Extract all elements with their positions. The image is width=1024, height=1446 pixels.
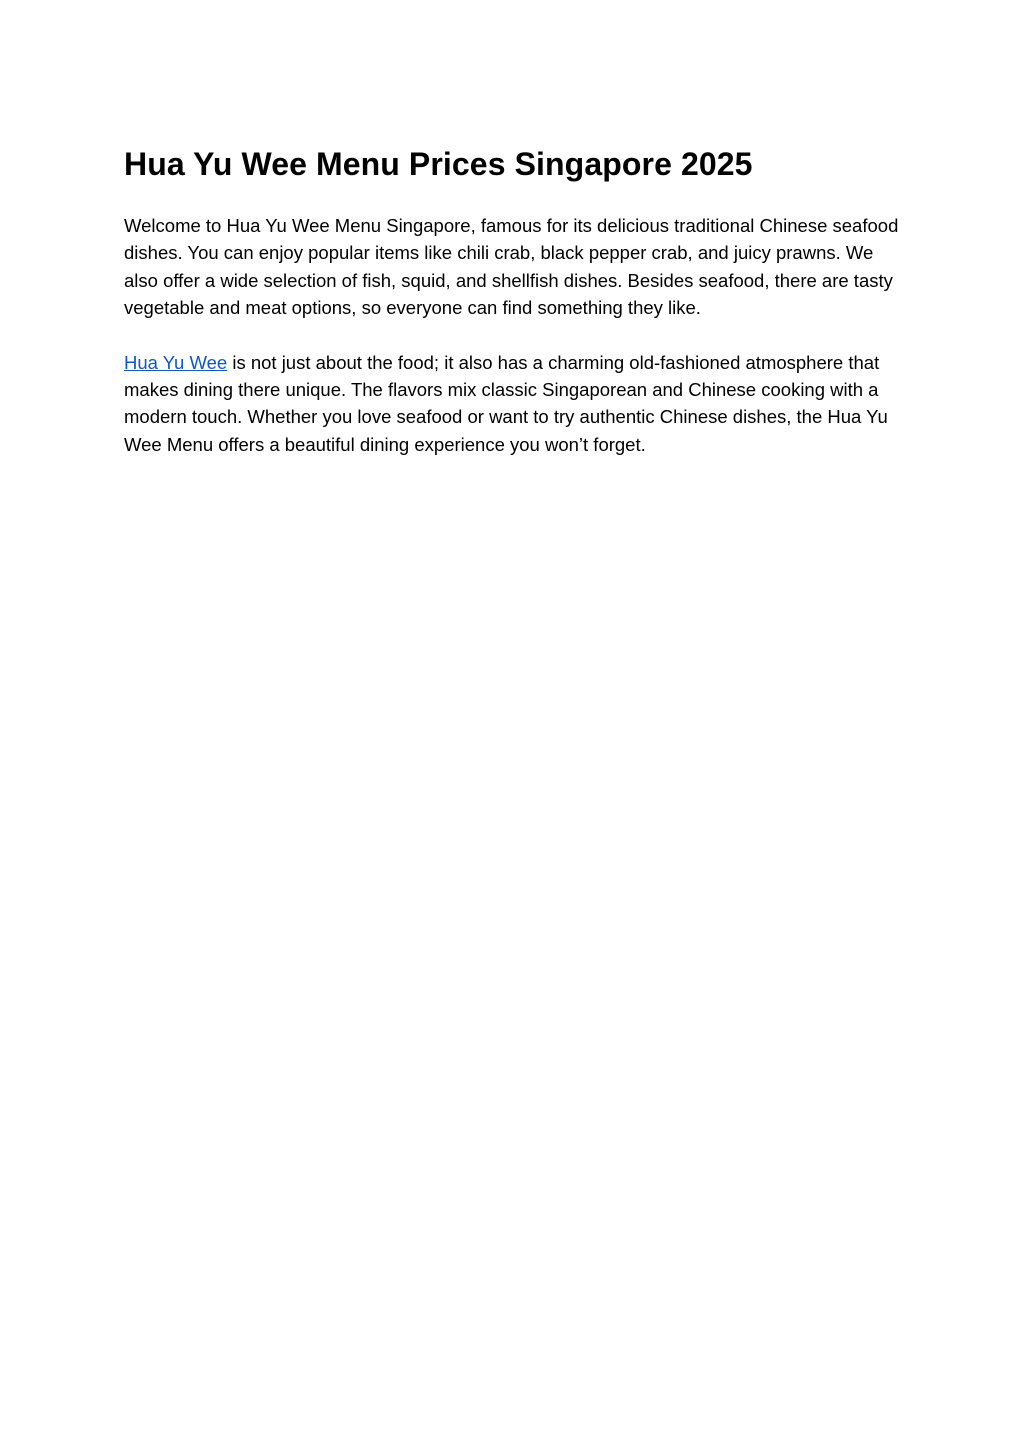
hua-yu-wee-link[interactable]: Hua Yu Wee: [124, 351, 228, 373]
document-body: [124, 142, 904, 458]
page-title: Hua Yu Wee Menu Prices Singapore 2025: [124, 146, 753, 182]
about-paragraph: [124, 349, 904, 459]
about-paragraph-text: is not just about the food; it also has a charming old-fashioned atmosphere that makes dining there unique. The flavors mix classic Singaporean and Chinese cooking with a modern touch. Whether you love seafood or want to try authentic Chinese dishes, the Hua Yu Wee Menu offers a beautiful dining experience you won’t forget.: [124, 351, 888, 455]
intro-paragraph: Welcome to Hua Yu Wee Menu Singapore, famous for its delicious traditional Chinese seafood dishes. You can enjoy popular items like chili crab, black pepper crab, and juicy prawns. We also offer a wide selection of fish, squid, and shellfish dishes. Besides seafood, there are tasty vegetable and meat options, so everyone can find something they like.: [124, 215, 899, 319]
